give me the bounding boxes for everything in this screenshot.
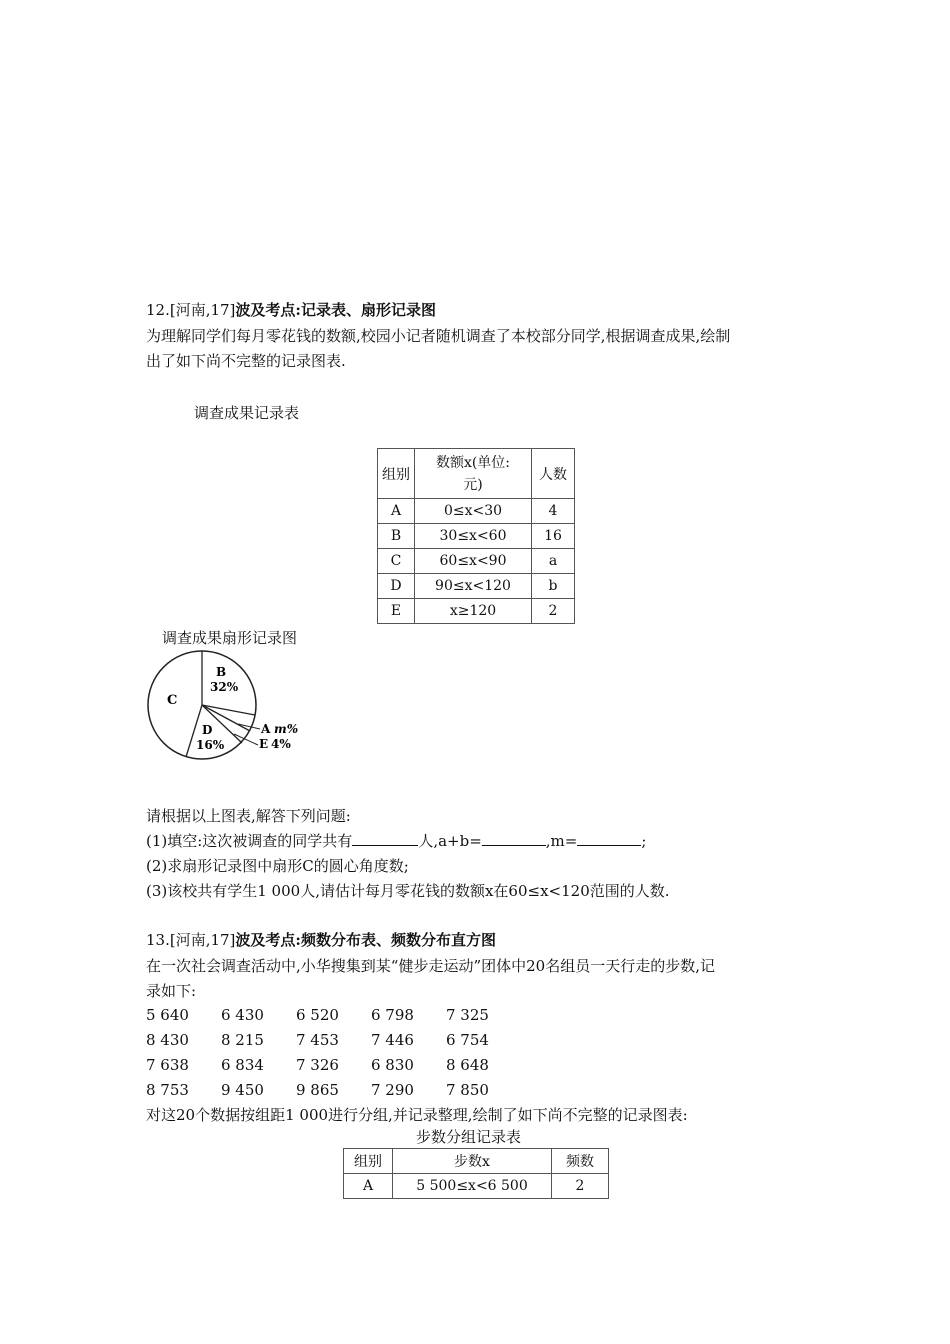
q12-question-2: (2)求扇形记录图中扇形C的圆心角度数;: [146, 857, 409, 875]
q13-topic: 波及考点:频数分布表、频数分布直方图: [235, 931, 496, 949]
table-header-row: [378, 449, 575, 499]
answer-blank-m[interactable]: [577, 831, 641, 846]
table-row: B 30≤x<60 16: [378, 524, 575, 549]
q13-intro-2: 录如下:: [146, 982, 197, 1000]
q12-number: 12.[河南,17]: [146, 301, 236, 319]
table-row: E x≥120 2: [378, 599, 575, 624]
q12-topic: 波及考点:记录表、扇形记录图: [235, 301, 436, 319]
q12-record-table: [377, 448, 575, 624]
q13-number: 13.[河南,17]: [146, 931, 236, 949]
q13-data-row: 7 638 6 834 7 326 6 830 8 648: [146, 1056, 489, 1074]
q12-pie-chart: [140, 648, 330, 768]
label-a-percent: m%: [274, 722, 299, 736]
header-count: 人数: [532, 449, 575, 499]
q12-header: [146, 300, 436, 320]
label-d: D: [202, 723, 213, 737]
q12-questions-intro: 请根据以上图表,解答下列问题:: [146, 807, 351, 825]
q12-intro-2: 出了如下尚不完整的记录图表.: [146, 352, 346, 370]
q13-data-row: 8 753 9 450 9 865 7 290 7 850: [146, 1081, 489, 1099]
header-amount: 数额x(单位: 元): [415, 449, 532, 499]
answer-blank-total[interactable]: [352, 831, 418, 846]
label-b: B: [216, 665, 227, 679]
table-header-row: 组别 步数x 频数: [344, 1149, 609, 1174]
q13-intro-1: 在一次社会调查活动中,小华搜集到某“健步走运动”团体中20名组员一天行走的步数,记: [146, 957, 715, 975]
label-a: A: [261, 722, 271, 736]
label-d-percent: 16%: [196, 738, 225, 752]
table-row: D 90≤x<120 b: [378, 574, 575, 599]
q12-question-1: (1)填空:这次被调查的同学共有 人,a+b= ,m= ;: [146, 832, 647, 850]
q12-intro-1: 为理解同学们每月零花钱的数额,校园小记者随机调查了本校部分同学,根据调查成果,绘制: [146, 327, 731, 345]
table-row: A 5 500≤x<6 500 2: [344, 1174, 609, 1199]
table-row: C 60≤x<90 a: [378, 549, 575, 574]
q12-question-3: (3)该校共有学生1 000人,请估计每月零花钱的数额x在60≤x<120范围的人数.: [146, 882, 670, 900]
q13-summary: 对这20个数据按组距1 000进行分组,并记录整理,绘制了如下尚不完整的记录图表:: [146, 1106, 688, 1124]
q13-header: [146, 930, 496, 950]
answer-blank-ab[interactable]: [482, 831, 546, 846]
q13-step-table: [343, 1148, 609, 1199]
label-e-percent: 4%: [271, 737, 291, 751]
q12-table-title: 调查成果记录表: [194, 404, 300, 422]
label-c: C: [167, 693, 178, 708]
header-group: 组别: [378, 449, 415, 499]
q12-pie-title: 调查成果扇形记录图: [162, 629, 298, 647]
label-b-percent: 32%: [210, 680, 239, 694]
label-e: E: [259, 737, 269, 751]
q13-data-row: 8 430 8 215 7 453 7 446 6 754: [146, 1031, 489, 1049]
table-row: A 0≤x<30 4: [378, 499, 575, 524]
q13-data-row: 5 640 6 430 6 520 6 798 7 325: [146, 1006, 489, 1024]
q13-table-title: 步数分组记录表: [416, 1128, 522, 1146]
